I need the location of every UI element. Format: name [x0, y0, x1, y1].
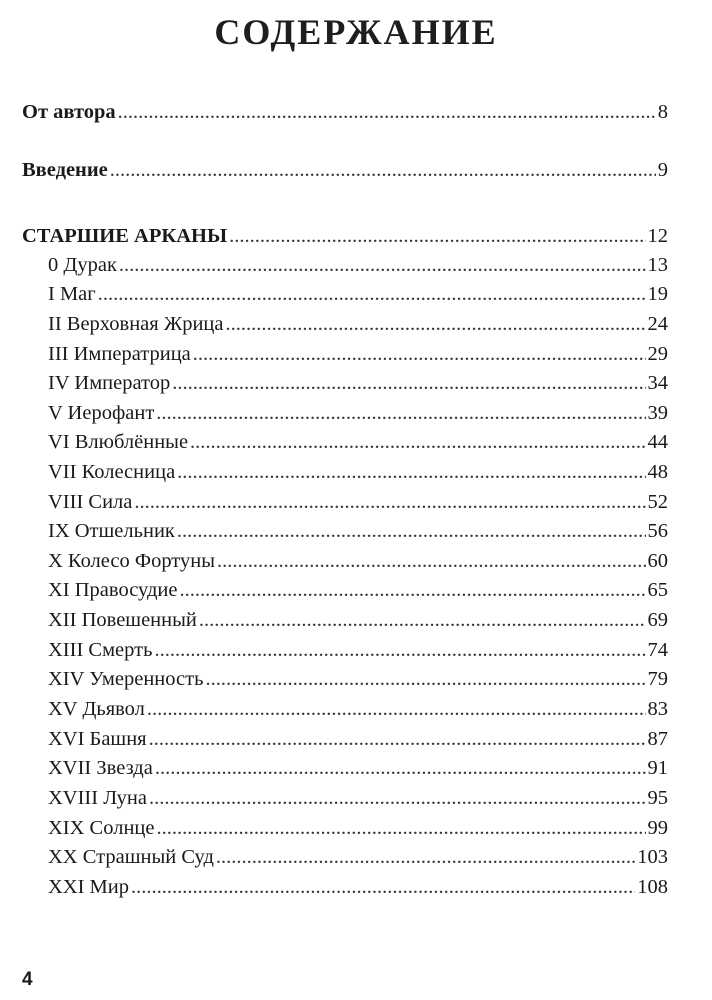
dot-leader [118, 98, 656, 126]
toc-entry[interactable] [48, 873, 668, 901]
toc-entry[interactable] [48, 576, 668, 604]
toc-entry-introduction[interactable] [22, 156, 668, 184]
dot-leader [134, 488, 645, 516]
toc-entry[interactable] [48, 428, 668, 456]
dot-leader [225, 310, 645, 338]
toc-entry[interactable] [48, 251, 668, 279]
toc-entry-label: V Иерофант [48, 402, 155, 424]
toc-entry[interactable] [48, 310, 668, 338]
toc-entry-page: 12 [647, 225, 668, 247]
toc-entry-page: 60 [647, 550, 668, 572]
toc-entry[interactable] [48, 695, 668, 723]
toc-entry-page: 103 [637, 846, 668, 868]
toc-entry-page: 95 [647, 787, 668, 809]
dot-leader [155, 754, 646, 782]
toc-entry-page: 39 [647, 402, 668, 424]
dot-leader [177, 517, 646, 545]
toc-entry-page: 74 [647, 639, 668, 661]
toc-entry-page: 91 [647, 757, 668, 779]
dot-leader [98, 280, 646, 308]
toc-entry-page: 19 [647, 283, 668, 305]
toc-entry-label: III Императрица [48, 343, 191, 365]
dot-leader [177, 458, 645, 486]
dot-leader [147, 695, 646, 723]
toc-entry[interactable] [48, 547, 668, 575]
toc-entry-label: От автора [22, 101, 116, 123]
toc-entry-label: СТАРШИЕ АРКАНЫ [22, 225, 228, 247]
dot-leader [119, 251, 646, 279]
dot-leader [190, 428, 645, 456]
toc-entry-label: XXI Мир [48, 876, 130, 898]
toc-entry-page: 52 [647, 491, 668, 513]
dot-leader [131, 873, 635, 901]
toc-entry-page: 24 [647, 313, 668, 335]
toc-section-major-arcana[interactable] [22, 222, 668, 250]
dot-leader [149, 784, 646, 812]
toc-entry-page: 8 [657, 101, 668, 123]
dot-leader [110, 156, 656, 184]
toc-entry-page: 69 [647, 609, 668, 631]
toc-entry-page: 48 [647, 461, 668, 483]
toc-entry-from-author[interactable] [22, 98, 668, 126]
toc-entry-label: VII Колесница [48, 461, 176, 483]
toc-entry-label: VI Влюблённые [48, 431, 189, 453]
toc-entry-page: 44 [647, 431, 668, 453]
toc-entry[interactable] [48, 399, 668, 427]
toc-entry-label: XI Правосудие [48, 579, 178, 601]
page-number: 4 [22, 969, 33, 990]
toc-entry-page: 29 [647, 343, 668, 365]
dot-leader [172, 369, 645, 397]
dot-leader [193, 340, 646, 368]
dot-leader [156, 814, 645, 842]
toc-entry[interactable] [48, 606, 668, 634]
toc-entry-label: XVI Башня [48, 728, 147, 750]
toc-entry[interactable] [48, 814, 668, 842]
toc-entry[interactable] [48, 340, 668, 368]
toc-entry-label: Введение [22, 159, 108, 181]
toc-entry-page: 83 [647, 698, 668, 720]
toc-entry-page: 99 [647, 817, 668, 839]
toc-entry-label: XIX Солнце [48, 817, 155, 839]
toc-entry[interactable] [48, 665, 668, 693]
toc-entry[interactable] [48, 517, 668, 545]
toc-entry[interactable] [48, 369, 668, 397]
dot-leader [199, 606, 646, 634]
toc-entry[interactable] [48, 280, 668, 308]
dot-leader [156, 399, 645, 427]
dot-leader [180, 576, 646, 604]
toc-entry-label: VIII Сила [48, 491, 133, 513]
page-title: СОДЕРЖАНИЕ [214, 12, 498, 52]
toc-entry-label: IV Император [48, 372, 171, 394]
toc-entry-page: 9 [657, 159, 668, 181]
toc-entry[interactable] [48, 725, 668, 753]
toc-entry-page: 56 [647, 520, 668, 542]
toc-entry[interactable] [48, 458, 668, 486]
toc-entry-label: I Маг [48, 283, 96, 305]
toc-entry-label: XX Страшный Суд [48, 846, 214, 868]
toc-entry-label: XV Дьявол [48, 698, 145, 720]
toc-entry-page: 34 [647, 372, 668, 394]
toc-entry-label: XIV Умеренность [48, 668, 204, 690]
toc-entry-label: IX Отшельник [48, 520, 175, 542]
toc-entry-page: 87 [647, 728, 668, 750]
toc-entry-page: 108 [637, 876, 668, 898]
toc-entry-label: XVIII Луна [48, 787, 147, 809]
dot-leader [149, 725, 646, 753]
toc-entry-label: 0 Дурак [48, 254, 117, 276]
toc-entry-label: X Колесо Фортуны [48, 550, 215, 572]
toc-entry-label: II Верховная Жрица [48, 313, 224, 335]
toc-entry-label: XIII Смерть [48, 639, 153, 661]
dot-leader [154, 636, 645, 664]
toc-entry-label: XII Повешенный [48, 609, 197, 631]
toc-entry-page: 13 [647, 254, 668, 276]
dot-leader [229, 222, 645, 250]
toc-entry[interactable] [48, 636, 668, 664]
dot-leader [205, 665, 645, 693]
toc-entry[interactable] [48, 784, 668, 812]
toc-entry[interactable] [48, 754, 668, 782]
toc-entry[interactable] [48, 843, 668, 871]
toc-entry-page: 65 [647, 579, 668, 601]
toc-entry-label: XVII Звезда [48, 757, 153, 779]
toc-entry[interactable] [48, 488, 668, 516]
dot-leader [216, 843, 635, 871]
dot-leader [217, 547, 646, 575]
toc-entry-page: 79 [647, 668, 668, 690]
